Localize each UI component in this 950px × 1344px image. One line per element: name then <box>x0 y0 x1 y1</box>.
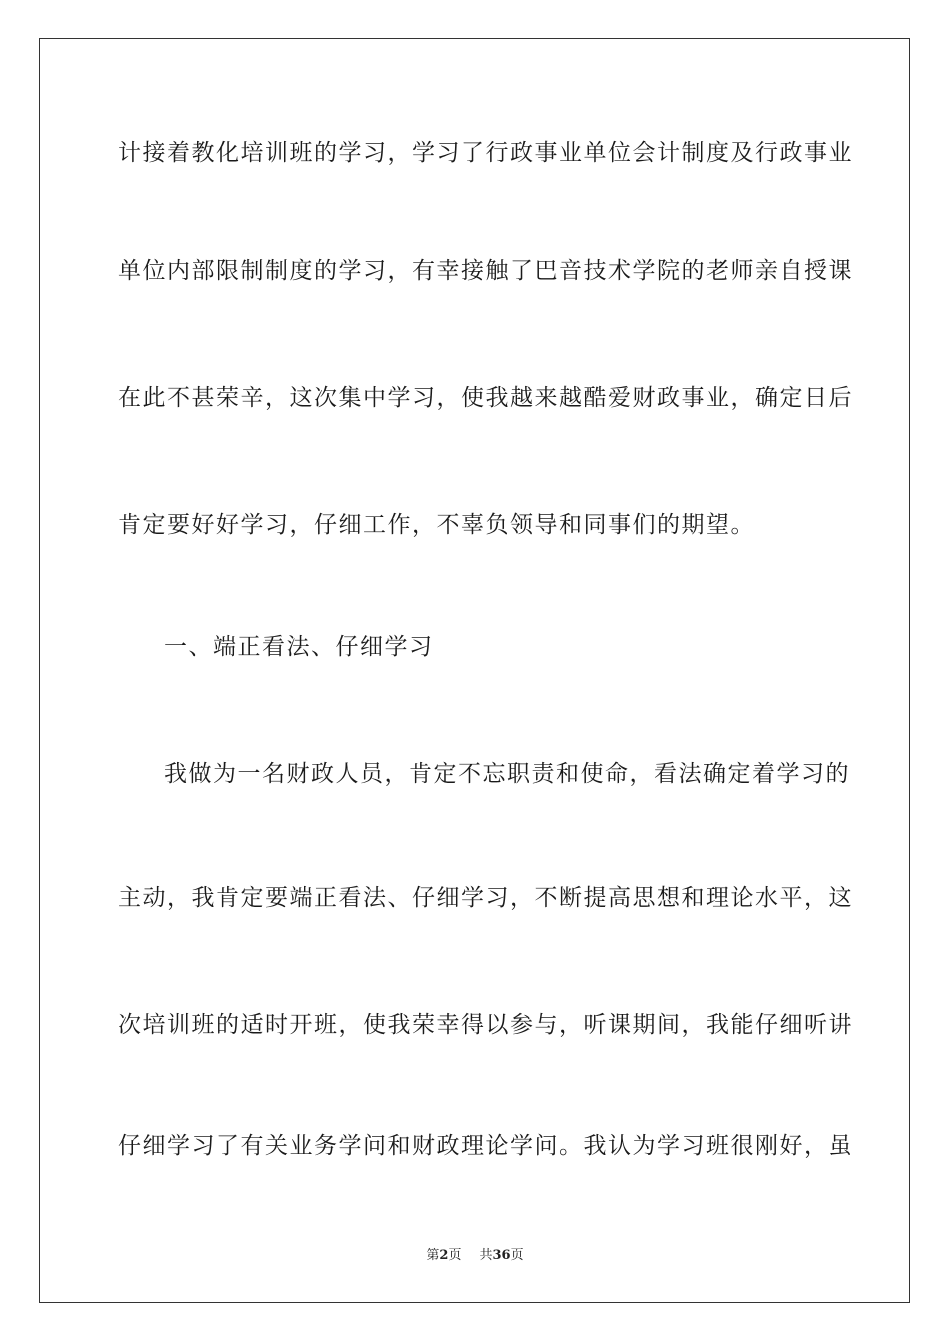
body-text-line-8: 仔细学习了有关业务学问和财政理论学问。我认为学习班很刚好，虽 <box>118 1133 853 1159</box>
body-text-line-7: 次培训班的适时开班，使我荣幸得以参与，听课期间，我能仔细听讲 <box>118 1012 853 1038</box>
footer-total-suffix: 页 <box>510 1248 524 1263</box>
body-text-line-1: 计接着教化培训班的学习，学习了行政事业单位会计制度及行政事业 <box>118 140 853 166</box>
footer-total-pages: 36 <box>492 1248 511 1263</box>
footer-page-suffix: 页 <box>448 1248 462 1263</box>
page-border <box>39 38 910 1303</box>
footer-total-prefix: 共 <box>479 1248 493 1263</box>
section-heading: 一、端正看法、仔细学习 <box>164 634 434 660</box>
body-text-line-3: 在此不甚荣辛，这次集中学习，使我越来越酷爱财政事业，确定日后 <box>118 385 853 411</box>
body-text-line-2: 单位内部限制制度的学习，有幸接触了巴音技术学院的老师亲自授课 <box>118 258 853 284</box>
body-text-line-6: 主动，我肯定要端正看法、仔细学习，不断提高思想和理论水平，这 <box>118 885 853 911</box>
body-text-line-4: 肯定要好好学习，仔细工作，不辜负领导和同事们的期望。 <box>118 512 755 538</box>
page-footer <box>0 1247 950 1265</box>
body-text-line-5: 我做为一名财政人员，肯定不忘职责和使命，看法确定着学习的 <box>164 761 850 787</box>
footer-page-number: 2 <box>439 1248 449 1263</box>
footer-page-prefix: 第 <box>426 1248 440 1263</box>
